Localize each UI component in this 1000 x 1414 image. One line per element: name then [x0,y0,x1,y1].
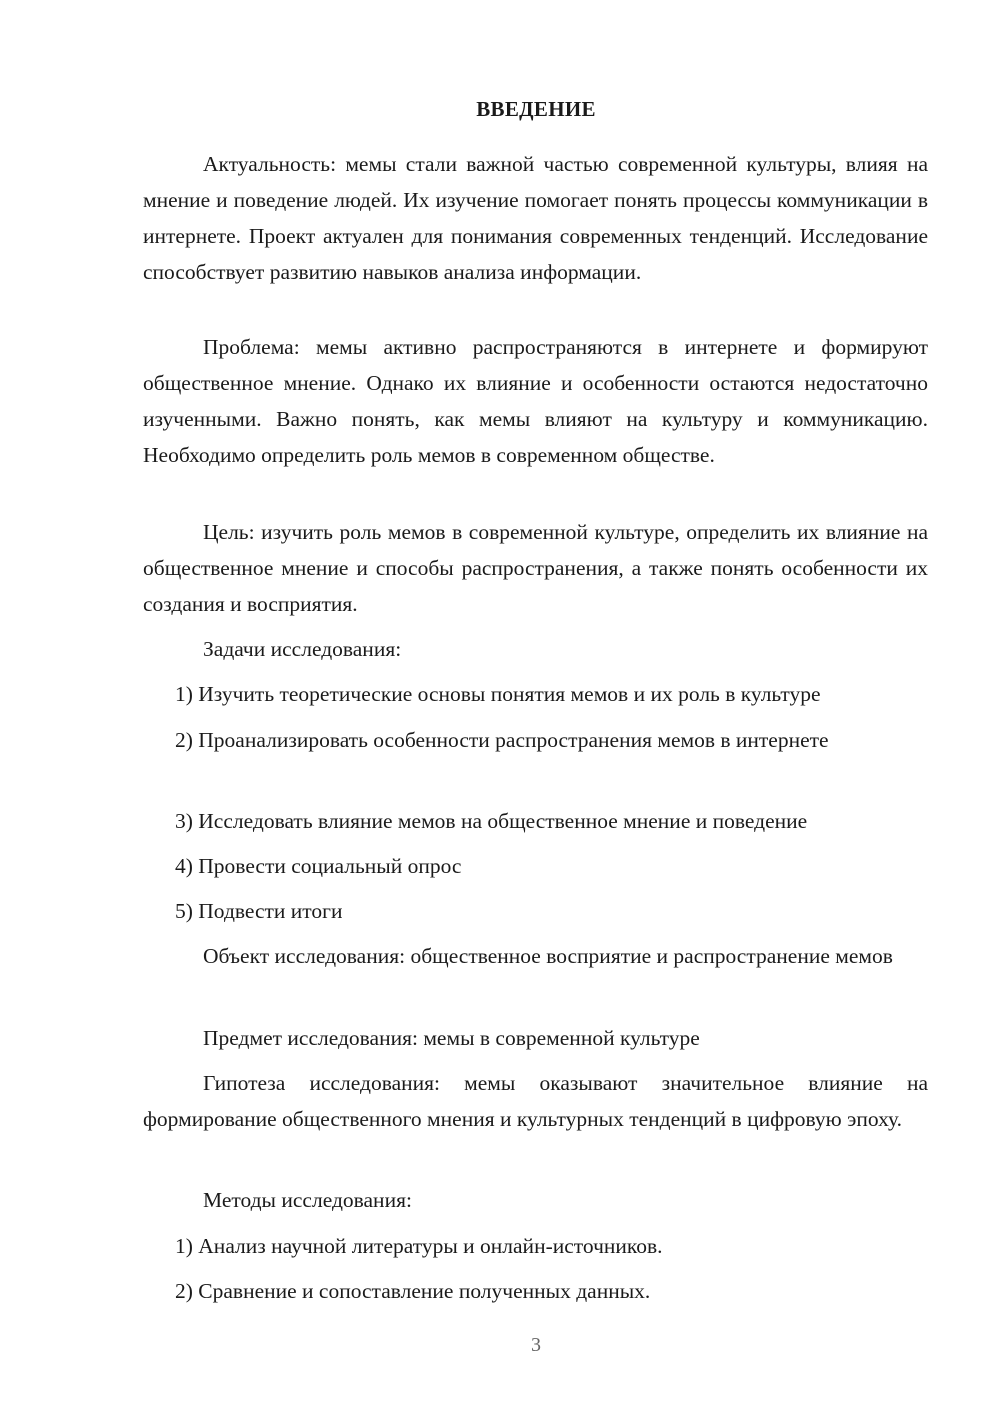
task-item: 2) Проанализировать особенности распространения мемов в интернете [175,728,829,752]
object-paragraph: Объект исследования: общественное восприятие и распространение мемов [203,944,893,968]
task-item: 3) Исследовать влияние мемов на общественное мнение и поведение [175,809,808,833]
tasks-heading: Задачи исследования: [203,637,402,661]
methods-heading: Методы исследования: [203,1188,412,1212]
task-item: 5) Подвести итоги [175,899,343,923]
goal-paragraph: Цель: изучить роль мемов в современной культуре, определить их влияние на общественное мнение и способы распространения, а также понять особенности их создания и восприятия. [143,520,928,616]
page-number: 3 [531,1334,541,1356]
page-title: ВВЕДЕНИЕ [476,97,596,121]
subject-paragraph: Предмет исследования: мемы в современной культуре [203,1026,700,1050]
task-item: 4) Провести социальный опрос [175,854,462,878]
method-item: 1) Анализ научной литературы и онлайн-источников. [175,1234,663,1258]
method-item: 2) Сравнение и сопоставление полученных данных. [175,1279,651,1303]
task-item: 1) Изучить теоретические основы понятия мемов и их роль в культуре [175,682,821,706]
hypothesis-paragraph: Гипотеза исследования: мемы оказывают значительное влияние на формирование общественного мнения и культурных тенденций в цифровую эпоху. [143,1071,928,1131]
problem-paragraph: Проблема: мемы активно распространяются в интернете и формируют общественное мнение. Однако их влияние и особенности остаются недостаточно изученными. Важно понять, как мемы влияют на культуру и коммуникацию. Необходимо определить роль мемов в современном обществе. [143,335,928,467]
relevance-paragraph: Актуальность: мемы стали важной частью современной культуры, влияя на мнение и поведение людей. Их изучение помогает понять процессы коммуникации в интернете. Проект актуален для понимания современных тенденций. Исследование способствует развитию навыков анализа информации. [143,152,928,284]
